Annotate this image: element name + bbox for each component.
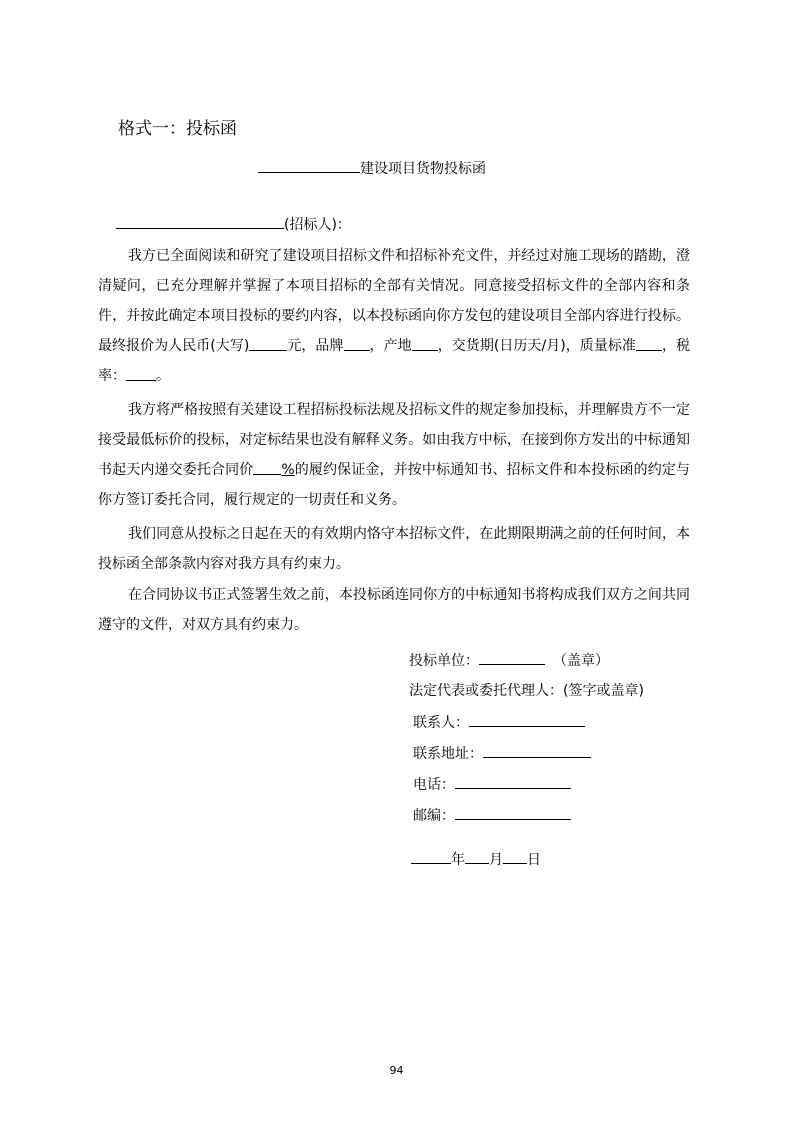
date-line (411, 848, 541, 869)
representative-line (409, 680, 644, 700)
document-title-line (258, 157, 486, 178)
p4-text: 在合同协议书正式签署生效之前，本投标函连同你方的中标通知书将构成我们双方之间共同遵守的文件，对双方具有约束力。 (98, 587, 690, 633)
p1-text-d: ，交货期(日历天/月)，质量标准 (437, 338, 636, 354)
page-number: 94 (389, 1064, 404, 1077)
month-blank (465, 848, 489, 864)
phone-blank (455, 773, 571, 789)
contact-blank (469, 711, 585, 727)
p1-text-e: ，税率： (98, 338, 691, 384)
bidder-blank (479, 649, 545, 665)
postcode-line (413, 804, 571, 825)
phone-line (413, 773, 571, 794)
addressee-line (116, 213, 351, 234)
address-label: 联系地址： (413, 746, 483, 762)
month-label: 月 (489, 852, 503, 868)
paragraph-4 (98, 580, 690, 640)
brand-blank (344, 336, 370, 351)
bond-percent-blank (253, 460, 281, 475)
document-title: 建设项目货物投标函 (360, 161, 486, 177)
origin-blank (412, 336, 438, 351)
price-blank (249, 336, 287, 351)
address-blank (483, 742, 591, 758)
year-blank (411, 848, 451, 864)
p3-text: 我们同意从投标之日起在天的有效期内恪守本招标文件，在此期限期满之前的任何时间，本投标函全部条款内容对我方具有约束力。 (98, 526, 690, 572)
paragraph-2 (98, 395, 690, 515)
p1-text-f: 。 (156, 368, 170, 384)
paragraph-3 (98, 519, 690, 579)
address-line (413, 742, 591, 763)
seal-label: （盖章） (553, 653, 609, 669)
representative-label: 法定代表或委托代理人：(签字或盖章) (409, 683, 644, 699)
postcode-label: 邮编： (413, 808, 455, 824)
year-label: 年 (451, 852, 465, 868)
paragraph-1 (98, 241, 690, 391)
bidder-line (409, 649, 609, 670)
p2-text-a: 我方将严格按照有关建设工程招标投标法规及招标文件的规定参加投标，并理解贵方不一定接受最低标价的投标，对定标结果也没有解释义务。如由我方中标，在接到你方发出的中标通知书起天内递交委托合同价 (98, 402, 690, 478)
tax-rate-blank (126, 366, 156, 381)
p1-text-b: 元，品牌 (287, 338, 344, 354)
p1-text-c: ，产地 (369, 338, 412, 354)
percent-sign: % (281, 462, 295, 478)
project-name-blank (258, 157, 360, 173)
quality-blank (636, 336, 662, 351)
bidder-label: 投标单位： (409, 653, 479, 669)
p1-text-a: 我方已全面阅读和研究了建设项目招标文件和招标补充文件，并经过对施工现场的踏勘，澄清疑问，已充分理解并掌握了本项目招标的全部有关情况。同意接受招标文件的全部内容和条件，并按此确定本项目投标的要约内容，以本投标函向你方发包的建设项目全部内容进行投标。最终报价为人民币(大写) (98, 248, 690, 354)
p2-text-b: 的履约保证金，并按中标通知书、招标文件和本投标函的约定与你方签订委托合同，履行规定的一切责任和义务。 (98, 462, 691, 508)
day-label: 日 (527, 852, 541, 868)
postcode-blank (455, 804, 571, 820)
phone-label: 电话： (413, 777, 455, 793)
addressee-suffix: (招标人)： (284, 217, 351, 233)
contact-line (413, 711, 585, 732)
day-blank (503, 848, 527, 864)
format-heading: 格式一：投标函 (118, 119, 237, 139)
tenderee-blank (116, 213, 284, 229)
contact-label: 联系人： (413, 715, 469, 731)
